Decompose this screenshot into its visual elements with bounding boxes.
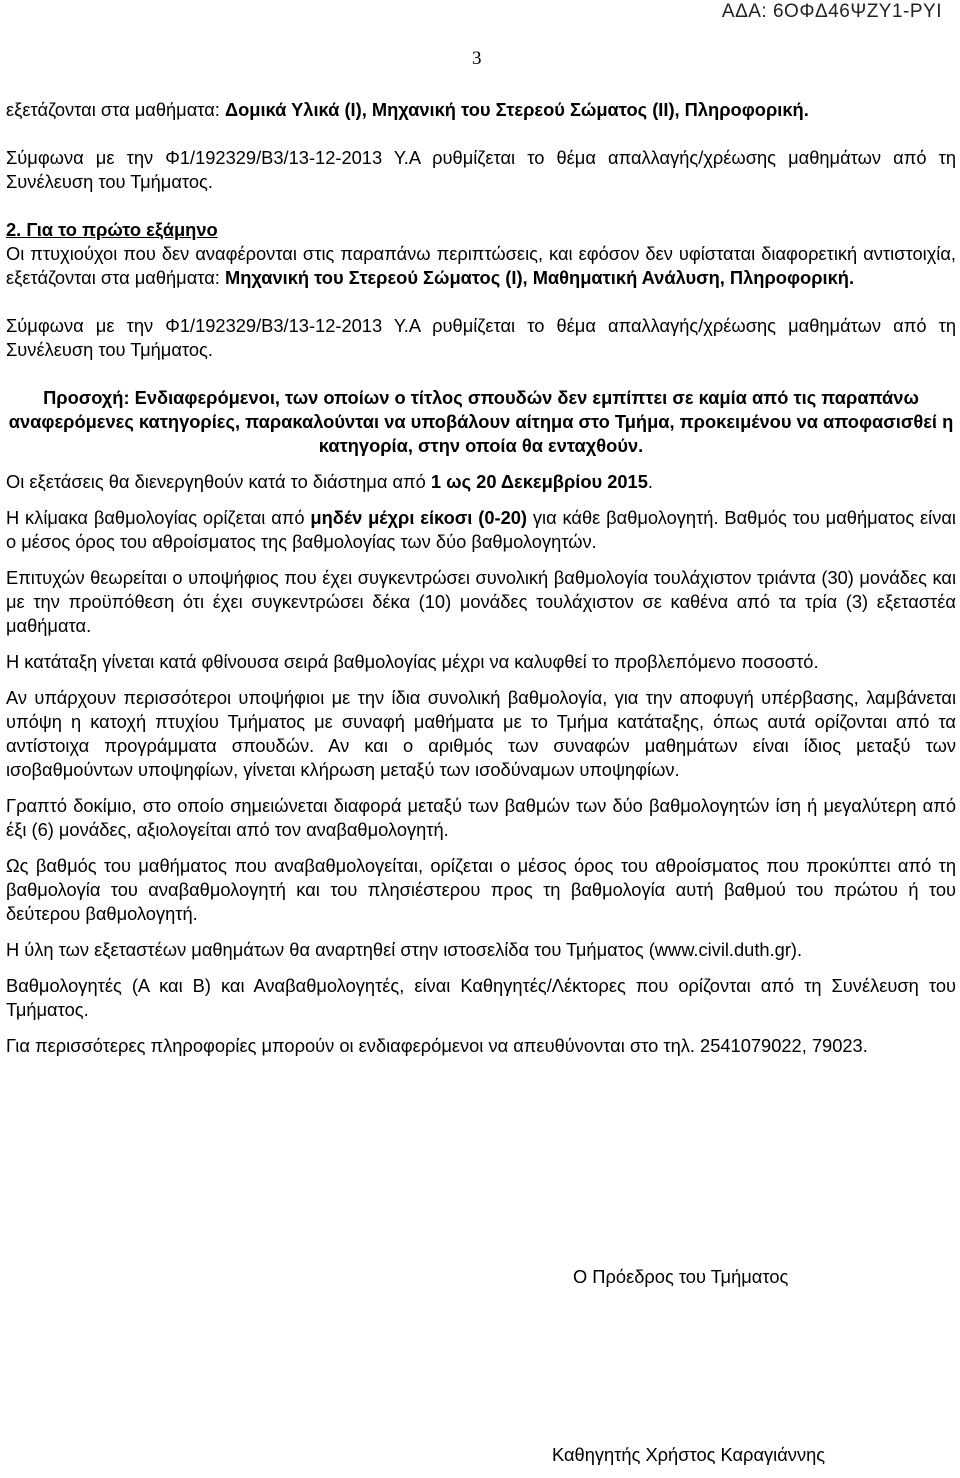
paragraph-regulation-1: Σύμφωνα με την Φ1/192329/Β3/13-12-2013 Υ.Α ρυθμίζεται το θέμα απαλλαγής/χρέωσης μαθημάτων από τη Συνέλευση του Τμήματος.: [6, 147, 956, 192]
paragraph-graders: Βαθμολογητές (Α και Β) και Αναβαθμολογητές, είναι Καθηγητές/Λέκτορες που ορίζονται από τη Συνέλευση του Τμήματος.: [6, 975, 956, 1020]
grading-scale-range: μηδέν μέχρι είκοσι (0-20): [310, 507, 528, 528]
signature-role: Ο Πρόεδρος του Τμήματος: [573, 1266, 789, 1287]
document-body: [6, 98, 956, 1058]
ada-code: ΑΔΑ: 6ΟΦΔ46ΨΖΥ1-ΡΥΙ: [721, 1, 942, 22]
exam-dates-end: .: [647, 471, 653, 492]
paragraph-exam-dates: [6, 470, 956, 494]
paragraph-regrading: Γραπτό δοκίμιο, στο οποίο σημειώνεται διαφορά μεταξύ των βαθμών των δύο βαθμολογητών ίση ή μεγαλύτερη από έξι (6) μονάδες, αξιολογείται από τον αναβαθμολογητή.: [6, 795, 956, 840]
paragraph-syllabus: Η ύλη των εξεταστέων μαθημάτων θα αναρτηθεί στην ιστοσελίδα του Τμήματος (www.civil.duth.gr).: [6, 939, 803, 960]
subjects-list-1: Δομικά Υλικά (Ι), Μηχανική του Στερεού Σώματος (ΙΙ), Πληροφορική.: [224, 99, 809, 120]
paragraph-grading-scale: [6, 506, 956, 554]
section-heading-first-semester: 2. Για το πρώτο εξάμηνο: [6, 219, 218, 240]
exam-dates-intro: Οι εξετάσεις θα διενεργηθούν κατά το διάστημα από: [6, 471, 431, 492]
notice-paragraph: Προσοχή: Ενδιαφερόμενοι, των οποίων ο τίτλος σπουδών δεν εμπίπτει σε καμία από τις παραπάνω αναφερόμενες κατηγορίες, παρακαλούνται να υποβάλουν αίτημα στο Τμήμα, προκειμένου να αποφασισθεί η κατηγορία, στην οποία θα ενταχθούν.: [8, 387, 954, 456]
paragraph-subjects-2: [6, 242, 956, 290]
grading-scale-rest: για κάθε βαθμολογητή. Βαθμός του μαθήματος είναι ο μέσος όρος του αθροίσματος της βαθμολογίας των δύο βαθμολογητών.: [6, 507, 956, 552]
subjects-list-2: Μηχανική του Στερεού Σώματος (Ι), Μαθηματική Ανάλυση, Πληροφορική.: [224, 267, 855, 288]
paragraph-ranking: Η κατάταξη γίνεται κατά φθίνουσα σειρά βαθμολογίας μέχρι να καλυφθεί το προβλεπόμενο ποσοστό.: [6, 651, 819, 672]
subjects-intro: εξετάζονται στα μαθήματα:: [6, 99, 225, 120]
subjects-intro-2: Οι πτυχιούχοι που δεν αναφέρονται στις παραπάνω περιπτώσεις, και εφόσον δεν υφίσταται διαφορετική αντιστοιχία, εξετάζονται στα μαθήματα:: [6, 243, 956, 288]
paragraph-ties: Αν υπάρχουν περισσότεροι υποψήφιοι με την ίδια συνολική βαθμολογία, για την αποφυγή υπέρβασης, λαμβάνεται υπόψη η κατοχή πτυχίου Τμήματος με συναφή μαθήματα με το Τμήμα κατάταξης, όπως αυτά ορίζονται από τα αντίστοιχα προγράμματα σπουδών. Αν και ο αριθμός των συναφών μαθημάτων είναι ίδιος μεταξύ των ισοβαθμούντων υποψηφίων, γίνεται κλήρωση μεταξύ των ισοδύναμων υποψηφίων.: [6, 687, 956, 780]
exam-dates-range: 1 ως 20 Δεκεμβρίου 2015: [430, 471, 648, 492]
paragraph-regrade-grade: Ως βαθμός του μαθήματος που αναβαθμολογείται, ορίζεται ο μέσος όρος του αθροίσματος που προκύπτει από τη βαθμολογία του αναβαθμολογητή και του πλησιέστερου προς τη βαθμολογία αυτή βαθμού του πρώτου ή του δεύτερου βαθμολογητή.: [6, 855, 956, 924]
paragraph-success-criteria: Επιτυχών θεωρείται ο υποψήφιος που έχει συγκεντρώσει συνολική βαθμολογία τουλάχιστον τριάντα (30) μονάδες και με την προϋπόθεση ότι έχει συγκεντρώσει δέκα (10) μονάδες τουλάχιστον σε καθένα από τα τρία (3) εξεταστέα μαθήματα.: [6, 567, 956, 636]
paragraph-contact: Για περισσότερες πληροφορίες μπορούν οι ενδιαφερόμενοι να απευθύνονται στο τηλ. 2541079022, 79023.: [6, 1035, 868, 1056]
grading-scale-intro: Η κλίμακα βαθμολογίας ορίζεται από: [6, 507, 311, 528]
paragraph-subjects-1: [6, 98, 956, 122]
signature-name: Καθηγητής Χρήστος Καραγιάννης: [552, 1444, 826, 1465]
page-number: 3: [472, 48, 482, 69]
paragraph-regulation-2: Σύμφωνα με την Φ1/192329/Β3/13-12-2013 Υ.Α ρυθμίζεται το θέμα απαλλαγής/χρέωσης μαθημάτων από τη Συνέλευση του Τμήματος.: [6, 315, 956, 360]
